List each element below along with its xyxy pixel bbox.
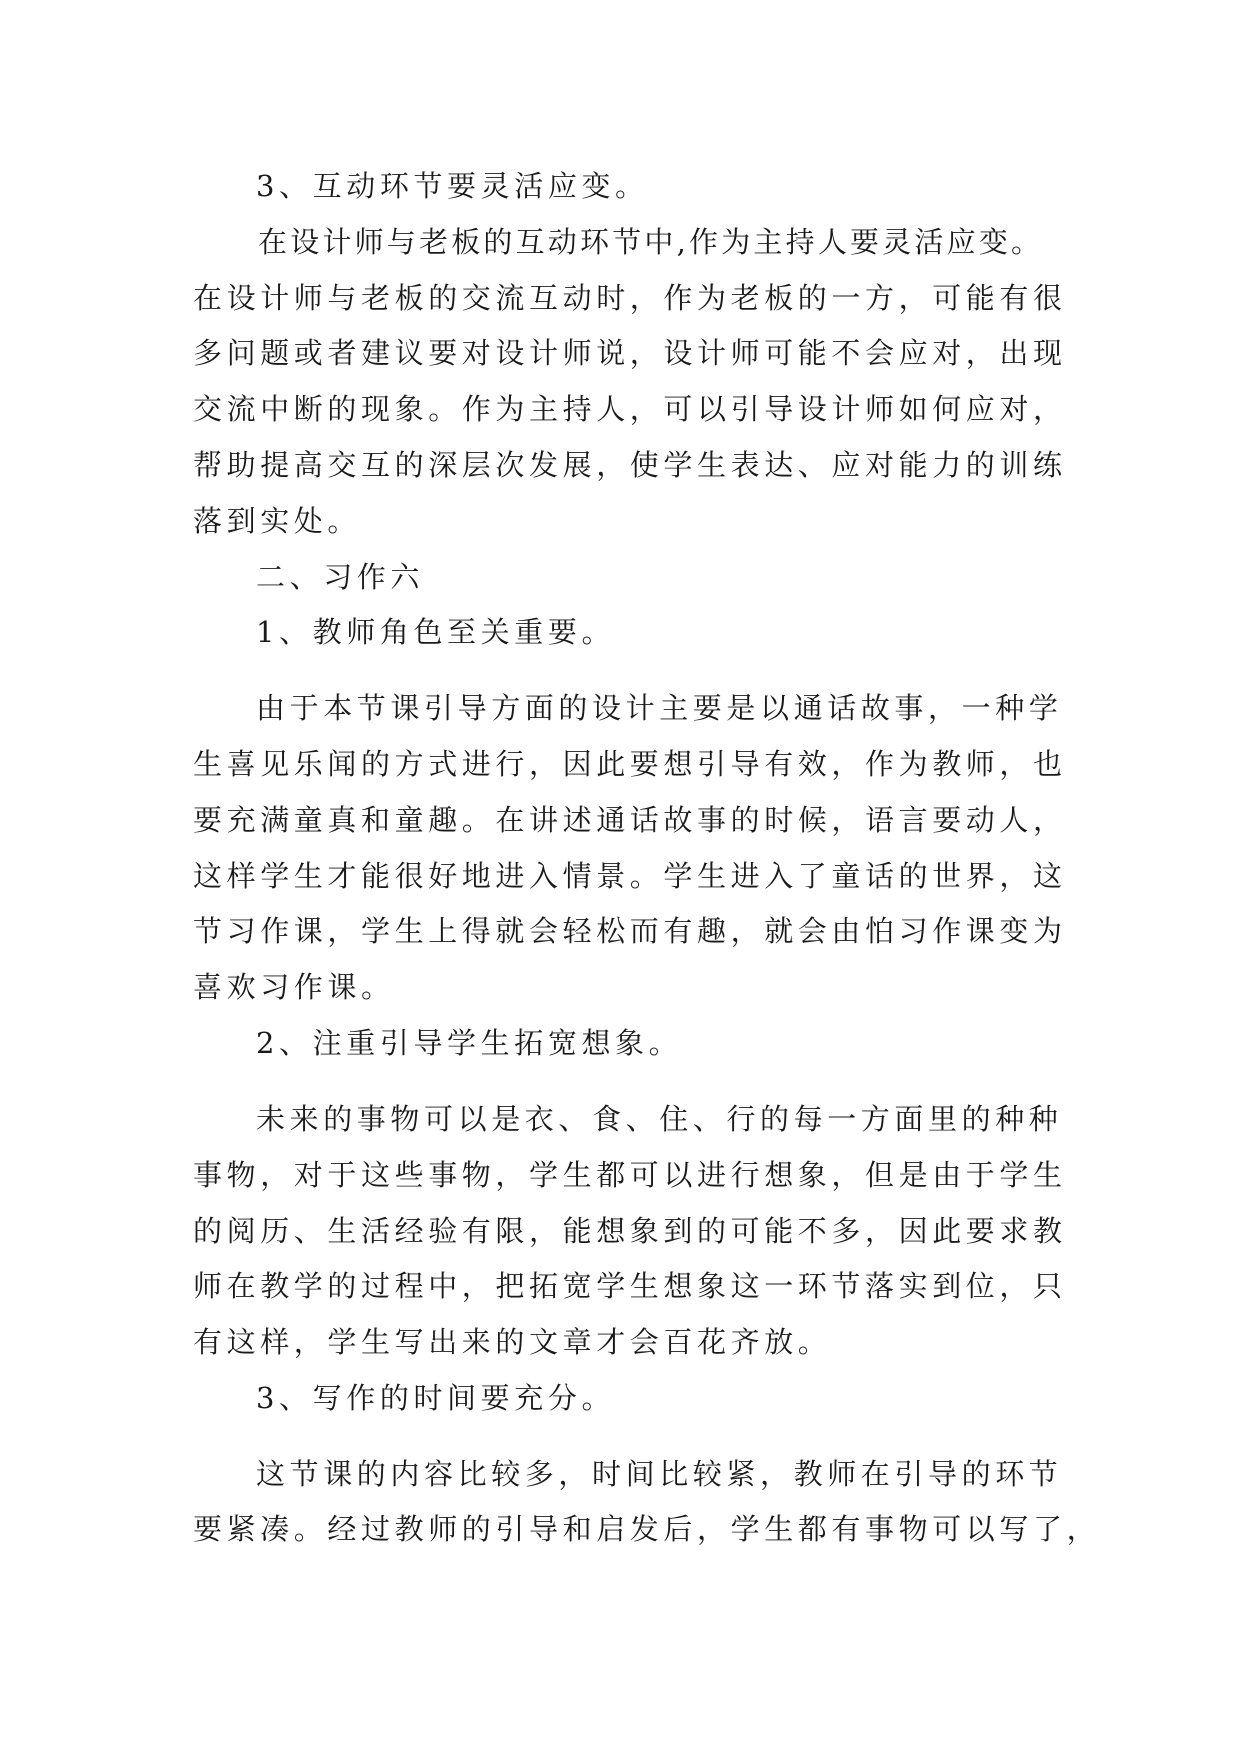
text-line: 这样学生才能很好地进入情景。学生进入了童话的世界，这 <box>193 859 1067 893</box>
text-line: 事物，对于这些事物，学生都可以进行想象，但是由于学生 <box>193 1158 1067 1192</box>
text-line: 节习作课，学生上得就会轻松而有趣，就会由怕习作课变为 <box>193 914 1067 948</box>
text-line: 由于本节课引导方面的设计主要是以通话故事，一种学 <box>256 691 1063 725</box>
text-line: 要充满童真和童趣。在讲述通话故事的时候，语言要动人， <box>193 803 1067 837</box>
text-line: 多问题或者建议要对设计师说，设计师可能不会应对，出现 <box>193 336 1067 370</box>
text-line: 在设计师与老板的互动环节中,作为主持人要灵活应变。 <box>258 225 1044 259</box>
text-line: 1、教师角色至关重要。 <box>256 615 616 649</box>
text-line: 要紧凑。经过教师的引导和启发后，学生都有事物可以写了， <box>193 1512 1101 1546</box>
section-heading: 二、习作六 <box>256 560 425 594</box>
text-line: 的阅历、生活经验有限，能想象到的可能不多，因此要求教 <box>193 1214 1067 1248</box>
text-line: 3、互动环节要灵活应变。 <box>256 169 649 203</box>
text-line: 交流中断的现象。作为主持人，可以引导设计师如何应对， <box>193 392 1067 426</box>
text-line: 2、注重引导学生拓宽想象。 <box>256 1026 683 1060</box>
text-line: 这节课的内容比较多，时间比较紧，教师在引导的环节 <box>256 1457 1063 1491</box>
text-line: 在设计师与老板的交流互动时，作为老板的一方，可能有很 <box>193 281 1067 315</box>
text-line: 有这样，学生写出来的文章才会百花齐放。 <box>193 1325 832 1359</box>
text-line: 帮助提高交互的深层次发展，使学生表达、应对能力的训练 <box>193 448 1067 482</box>
text-line: 未来的事物可以是衣、食、住、行的每一方面里的种种 <box>256 1102 1063 1136</box>
text-line: 3、写作的时间要充分。 <box>256 1381 616 1415</box>
text-line: 生喜见乐闻的方式进行，因此要想引导有效，作为教师，也 <box>193 747 1067 781</box>
text-line: 落到实处。 <box>193 504 362 538</box>
text-line: 师在教学的过程中，把拓宽学生想象这一环节落实到位，只 <box>193 1269 1067 1303</box>
text-line: 喜欢习作课。 <box>193 970 395 1004</box>
